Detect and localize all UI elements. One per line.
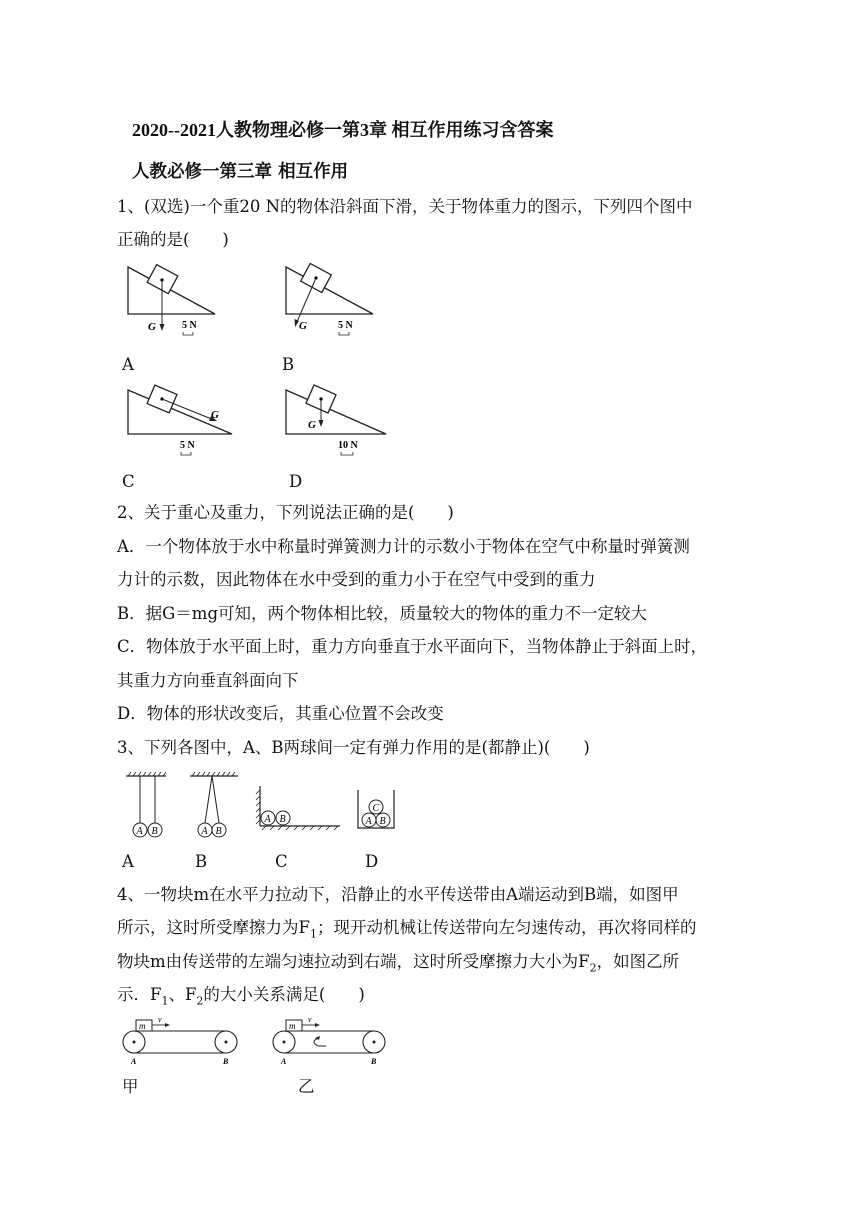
q1-b-scale-label: 5 N [338,320,353,331]
q3-label-b: B [195,852,208,871]
q3-b-ball-a: A [201,826,208,837]
q3-label-d: D [365,852,379,871]
q3-fig-d [358,790,394,828]
q3-d-ball-a: A [365,816,372,827]
q1-label-d: D [289,472,303,491]
q1-stem-line1: 1、(双选)一个重20 N的物体沿斜面下滑，关于物体重力的图示，下列四个图中 [117,197,693,216]
q1-b-force-label: G [299,320,307,332]
q1-label-b: B [282,355,295,374]
q3-a-ball-a: A [136,826,143,837]
q2-option-c-line2: 其重力方向垂直斜面向下 [117,671,299,690]
q3-c-ball-a: A [264,814,271,825]
q4-stem-line4: 示．$F_1$、$F_2$的大小关系满足( ) [117,985,365,1008]
q4-fig-label-yi: 乙 [298,1077,315,1096]
q3-label-a: A [122,852,134,871]
q1-a-scale-label: 5 N [182,320,197,331]
q2-stem: 2、关于重心及重力，下列说法正确的是( ) [117,503,454,522]
q3-d-ball-c: C [372,803,380,814]
q3-c-ball-b: B [279,814,286,825]
q1-figure-a [120,262,230,342]
q4-yi-velocity: v [308,1015,312,1024]
q3-a-ball-b: B [151,826,158,837]
q4-jia-block: m [139,1021,146,1031]
q4-yi-end-a: A [281,1057,287,1066]
q1-stem-line2: 正确的是( ) [117,230,229,249]
q2-option-a-line2: 力计的示数，因此物体在水中受到的重力小于在空气中受到的重力 [117,570,596,589]
q4-fig-label-jia: 甲 [122,1077,139,1096]
q4-stem-line2: 所示，这时所受摩擦力为$F_1$；现开动机械让传送带向左匀速传动，再次将同样的 [117,918,697,941]
q4-stem-line1: 4、一物块m在水平力拉动下，沿静止的水平传送带由A端运动到B端，如图甲 [117,885,679,904]
q4-jia-velocity: v [158,1015,162,1024]
section-subtitle: 人教必修一第三章 相互作用 [132,162,349,182]
q2-option-c-line1: C．物体放于水平面上时，重力方向垂直于水平面向下，当物体静止于斜面上时， [117,637,708,656]
q2-option-a-line1: A．一个物体放于水中称量时弹簧测力计的示数小于物体在空气中称量时弹簧测 [117,537,690,556]
q1-a-force-label: G [148,321,156,333]
q3-label-c: C [275,852,288,871]
q4-figure-yi [268,1014,398,1069]
q4-jia-end-b: B [223,1057,229,1066]
q1-c-force-label: G [211,409,219,421]
q1-label-c: C [122,472,135,491]
q1-figure-d [280,380,400,460]
q3-d-ball-b: B [379,816,386,827]
q1-figure-b [278,262,388,342]
q1-d-force-label: G [308,419,316,431]
q4-figure-jia [120,1014,250,1069]
q3-b-ball-b: B [215,826,222,837]
q4-stem-line3: 物块m由传送带的左端匀速拉动到右端，这时所受摩擦力大小为$F_2$，如图乙所 [117,952,680,975]
q1-d-scale-label: 10 N [338,440,358,451]
q2-option-b: B．据G＝mg可知，两个物体相比较，质量较大的物体的重力不一定较大 [117,604,648,623]
q4-yi-end-b: B [371,1057,377,1066]
q3-stem: 3、下列各图中，A、B两球间一定有弹力作用的是(都静止)( ) [117,738,590,757]
q1-c-scale-label: 5 N [180,440,195,451]
q3-fig-b [190,772,238,837]
q3-figures [118,770,408,842]
q2-option-d: D．物体的形状改变后，其重心位置不会改变 [117,704,444,723]
q1-label-a: A [122,355,134,374]
page-title: 2020--2021人教物理必修一第3章 相互作用练习含答案 [132,120,554,140]
q4-yi-block: m [289,1021,296,1031]
q4-jia-end-a: A [131,1057,137,1066]
q1-figure-c [120,380,240,460]
q3-fig-c [256,786,340,830]
q3-fig-a [126,772,166,837]
